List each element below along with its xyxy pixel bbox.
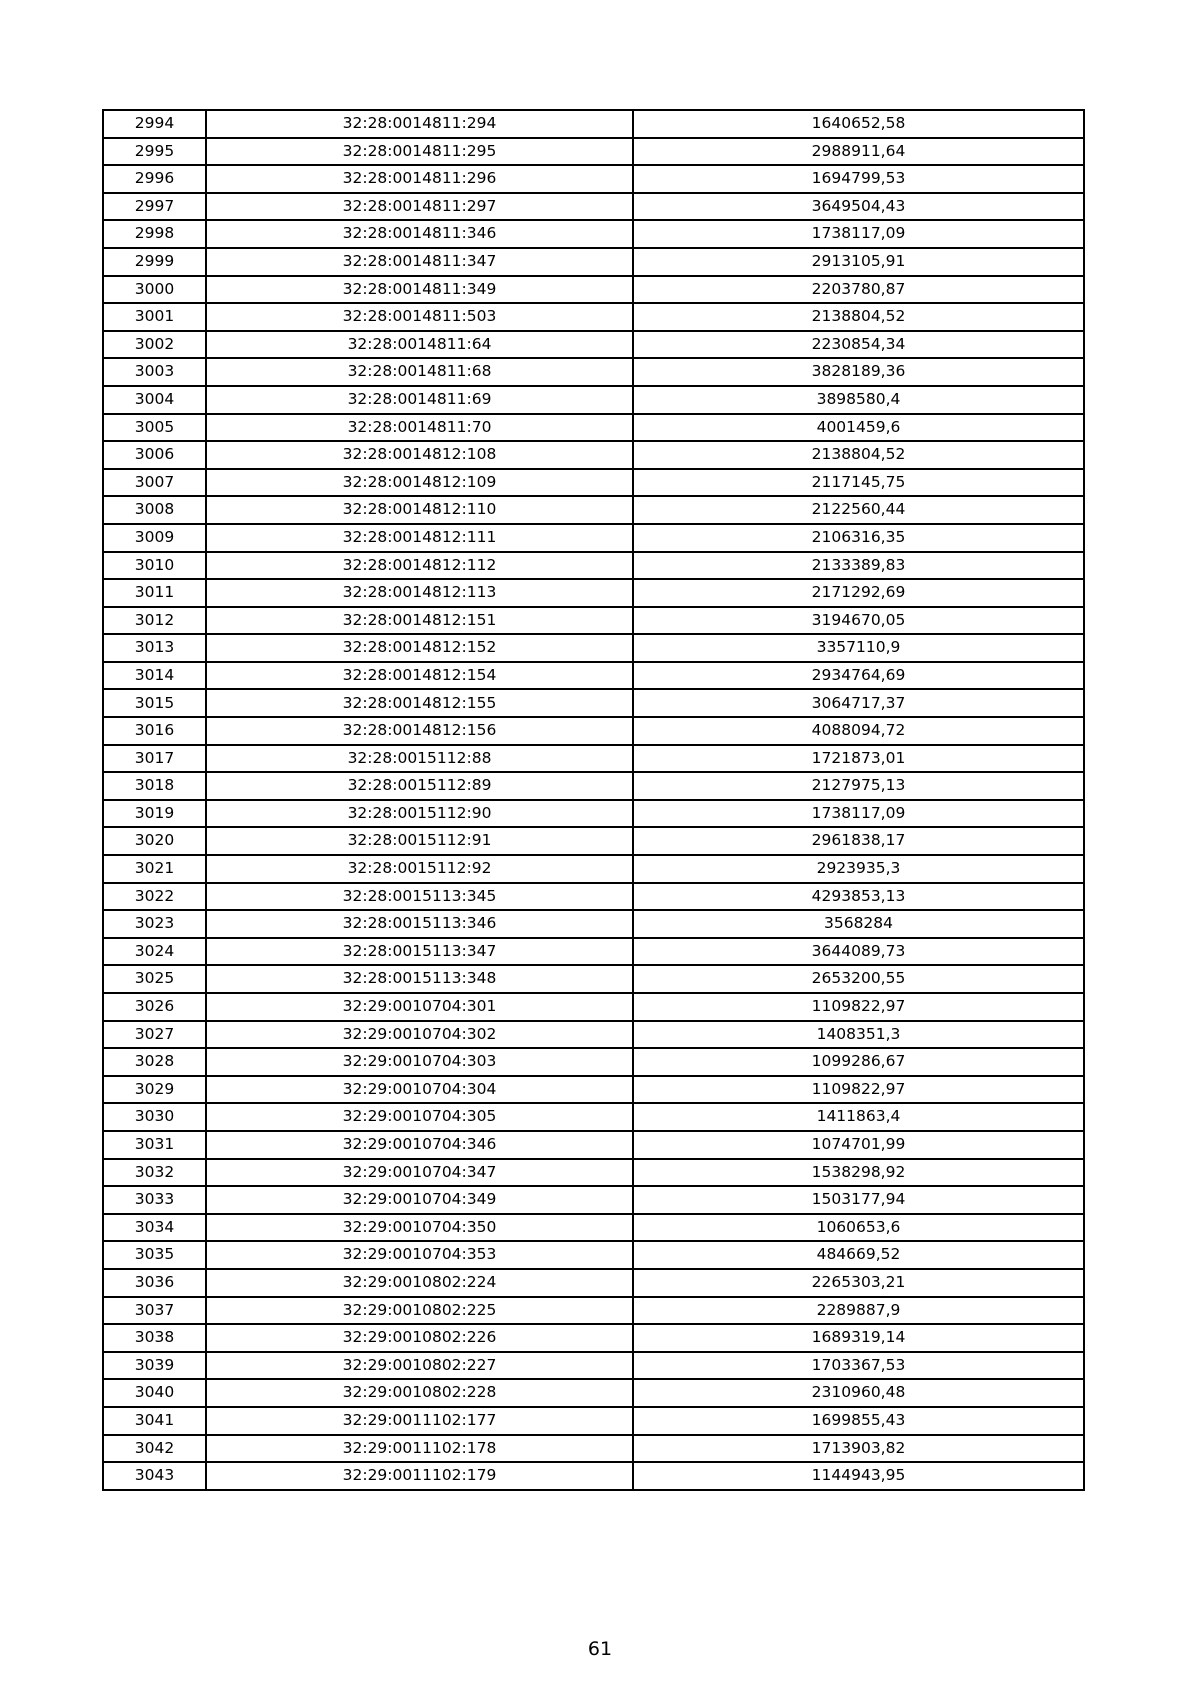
cadastral-value-cell: 1713903,82 (633, 1435, 1084, 1463)
row-number-cell: 3005 (103, 414, 206, 442)
cadastral-value-cell: 1408351,3 (633, 1021, 1084, 1049)
cadastral-number-cell: 32:29:0010802:228 (206, 1379, 633, 1407)
cadastral-value-cell: 1699855,43 (633, 1407, 1084, 1435)
cadastral-value-cell: 2913105,91 (633, 248, 1084, 276)
cadastral-value-cell: 1060653,6 (633, 1214, 1084, 1242)
table-row (103, 717, 1084, 745)
row-number-cell: 3004 (103, 386, 206, 414)
table-row (103, 276, 1084, 304)
row-number-cell: 3022 (103, 883, 206, 911)
cadastral-value-cell: 2133389,83 (633, 552, 1084, 580)
table-row (103, 1435, 1084, 1463)
cadastral-value-cell: 2122560,44 (633, 496, 1084, 524)
cadastral-number-cell: 32:28:0014811:294 (206, 110, 633, 138)
table-row (103, 524, 1084, 552)
row-number-cell: 3023 (103, 910, 206, 938)
table-row (103, 1021, 1084, 1049)
row-number-cell: 3037 (103, 1297, 206, 1325)
table-row (103, 855, 1084, 883)
cadastral-number-cell: 32:29:0010704:302 (206, 1021, 633, 1049)
cadastral-value-cell: 2988911,64 (633, 138, 1084, 166)
table-row (103, 220, 1084, 248)
row-number-cell: 3030 (103, 1103, 206, 1131)
row-number-cell: 3020 (103, 827, 206, 855)
row-number-cell: 3039 (103, 1352, 206, 1380)
cadastral-number-cell: 32:29:0010704:349 (206, 1186, 633, 1214)
table-row (103, 993, 1084, 1021)
cadastral-value-cell: 484669,52 (633, 1241, 1084, 1269)
cadastral-number-cell: 32:28:0014812:109 (206, 469, 633, 497)
table-row (103, 910, 1084, 938)
cadastral-value-cell: 2923935,3 (633, 855, 1084, 883)
table-row (103, 1352, 1084, 1380)
table-row (103, 579, 1084, 607)
table-row (103, 496, 1084, 524)
row-number-cell: 3043 (103, 1462, 206, 1490)
cadastral-number-cell: 32:29:0011102:179 (206, 1462, 633, 1490)
cadastral-number-cell: 32:28:0014811:68 (206, 358, 633, 386)
row-number-cell: 3032 (103, 1159, 206, 1187)
row-number-cell: 3033 (103, 1186, 206, 1214)
table-row (103, 303, 1084, 331)
row-number-cell: 3018 (103, 772, 206, 800)
table-row (103, 827, 1084, 855)
cadastral-value-cell: 1144943,95 (633, 1462, 1084, 1490)
cadastral-number-cell: 32:29:0010802:226 (206, 1324, 633, 1352)
table-row (103, 938, 1084, 966)
row-number-cell: 3016 (103, 717, 206, 745)
table-row (103, 607, 1084, 635)
row-number-cell: 3011 (103, 579, 206, 607)
cadastral-value-table (102, 109, 1085, 1491)
cadastral-number-cell: 32:28:0014812:154 (206, 662, 633, 690)
cadastral-value-cell: 3064717,37 (633, 689, 1084, 717)
row-number-cell: 3029 (103, 1076, 206, 1104)
row-number-cell: 3001 (103, 303, 206, 331)
cadastral-number-cell: 32:29:0010704:346 (206, 1131, 633, 1159)
cadastral-number-cell: 32:29:0010704:305 (206, 1103, 633, 1131)
cadastral-number-cell: 32:28:0014811:349 (206, 276, 633, 304)
cadastral-value-cell: 1738117,09 (633, 800, 1084, 828)
cadastral-number-cell: 32:29:0010802:225 (206, 1297, 633, 1325)
cadastral-number-cell: 32:28:0015112:89 (206, 772, 633, 800)
cadastral-number-cell: 32:28:0014811:64 (206, 331, 633, 359)
row-number-cell: 3006 (103, 441, 206, 469)
cadastral-value-cell: 1503177,94 (633, 1186, 1084, 1214)
cadastral-value-cell: 2106316,35 (633, 524, 1084, 552)
cadastral-number-cell: 32:28:0015112:92 (206, 855, 633, 883)
table-row (103, 138, 1084, 166)
cadastral-value-cell: 1694799,53 (633, 165, 1084, 193)
table-row (103, 1103, 1084, 1131)
table-row (103, 441, 1084, 469)
cadastral-value-cell: 3649504,43 (633, 193, 1084, 221)
cadastral-value-cell: 2138804,52 (633, 441, 1084, 469)
table-row (103, 331, 1084, 359)
table-row (103, 414, 1084, 442)
row-number-cell: 3019 (103, 800, 206, 828)
cadastral-value-cell: 1099286,67 (633, 1048, 1084, 1076)
row-number-cell: 3010 (103, 552, 206, 580)
row-number-cell: 3028 (103, 1048, 206, 1076)
cadastral-value-cell: 1689319,14 (633, 1324, 1084, 1352)
cadastral-value-cell: 1074701,99 (633, 1131, 1084, 1159)
row-number-cell: 3038 (103, 1324, 206, 1352)
cadastral-number-cell: 32:28:0014812:152 (206, 634, 633, 662)
table-row (103, 358, 1084, 386)
cadastral-number-cell: 32:28:0014811:346 (206, 220, 633, 248)
cadastral-value-cell: 1411863,4 (633, 1103, 1084, 1131)
cadastral-value-cell: 2127975,13 (633, 772, 1084, 800)
page-number: 61 (587, 1638, 613, 1660)
row-number-cell: 2995 (103, 138, 206, 166)
cadastral-value-cell: 2265303,21 (633, 1269, 1084, 1297)
cadastral-number-cell: 32:28:0014812:151 (206, 607, 633, 635)
table-row (103, 248, 1084, 276)
row-number-cell: 3002 (103, 331, 206, 359)
cadastral-number-cell: 32:28:0015112:90 (206, 800, 633, 828)
cadastral-value-cell: 2653200,55 (633, 965, 1084, 993)
cadastral-value-cell: 3898580,4 (633, 386, 1084, 414)
cadastral-value-cell: 1640652,58 (633, 110, 1084, 138)
cadastral-value-cell: 2289887,9 (633, 1297, 1084, 1325)
cadastral-number-cell: 32:28:0014812:111 (206, 524, 633, 552)
cadastral-number-cell: 32:28:0015113:346 (206, 910, 633, 938)
cadastral-number-cell: 32:29:0011102:178 (206, 1435, 633, 1463)
table-row (103, 552, 1084, 580)
row-number-cell: 3021 (103, 855, 206, 883)
row-number-cell: 3003 (103, 358, 206, 386)
cadastral-value-cell: 2203780,87 (633, 276, 1084, 304)
cadastral-number-cell: 32:28:0015113:347 (206, 938, 633, 966)
cadastral-number-cell: 32:28:0014811:503 (206, 303, 633, 331)
table-row (103, 1462, 1084, 1490)
table-row (103, 1048, 1084, 1076)
cadastral-number-cell: 32:29:0010802:224 (206, 1269, 633, 1297)
cadastral-number-cell: 32:29:0010704:301 (206, 993, 633, 1021)
table-row (103, 110, 1084, 138)
cadastral-number-cell: 32:28:0014812:156 (206, 717, 633, 745)
cadastral-value-cell: 2117145,75 (633, 469, 1084, 497)
table-row (103, 1324, 1084, 1352)
table-row (103, 1379, 1084, 1407)
cadastral-value-cell: 4001459,6 (633, 414, 1084, 442)
row-number-cell: 3008 (103, 496, 206, 524)
cadastral-value-cell: 2310960,48 (633, 1379, 1084, 1407)
row-number-cell: 3034 (103, 1214, 206, 1242)
cadastral-value-cell: 1109822,97 (633, 1076, 1084, 1104)
cadastral-number-cell: 32:28:0014811:295 (206, 138, 633, 166)
cadastral-number-cell: 32:28:0014811:347 (206, 248, 633, 276)
table-row (103, 193, 1084, 221)
row-number-cell: 3015 (103, 689, 206, 717)
cadastral-value-cell: 3828189,36 (633, 358, 1084, 386)
table-row (103, 965, 1084, 993)
cadastral-number-cell: 32:29:0010704:350 (206, 1214, 633, 1242)
cadastral-number-cell: 32:29:0010704:353 (206, 1241, 633, 1269)
table-body (103, 110, 1084, 1490)
table-row (103, 883, 1084, 911)
cadastral-number-cell: 32:29:0010704:347 (206, 1159, 633, 1187)
cadastral-number-cell: 32:28:0014812:112 (206, 552, 633, 580)
table-row (103, 1407, 1084, 1435)
cadastral-number-cell: 32:28:0014811:70 (206, 414, 633, 442)
table-row (103, 800, 1084, 828)
row-number-cell: 3017 (103, 745, 206, 773)
table-row (103, 386, 1084, 414)
table-row (103, 1241, 1084, 1269)
cadastral-value-cell: 3194670,05 (633, 607, 1084, 635)
table-row (103, 662, 1084, 690)
cadastral-number-cell: 32:28:0014811:69 (206, 386, 633, 414)
table-row (103, 1131, 1084, 1159)
cadastral-value-cell: 3568284 (633, 910, 1084, 938)
cadastral-number-cell: 32:28:0014812:110 (206, 496, 633, 524)
row-number-cell: 2999 (103, 248, 206, 276)
table-row (103, 772, 1084, 800)
table-row (103, 689, 1084, 717)
row-number-cell: 3040 (103, 1379, 206, 1407)
row-number-cell: 3009 (103, 524, 206, 552)
row-number-cell: 3031 (103, 1131, 206, 1159)
row-number-cell: 3012 (103, 607, 206, 635)
row-number-cell: 3036 (103, 1269, 206, 1297)
cadastral-number-cell: 32:28:0015113:348 (206, 965, 633, 993)
row-number-cell: 3013 (103, 634, 206, 662)
cadastral-value-cell: 4293853,13 (633, 883, 1084, 911)
cadastral-value-cell: 1538298,92 (633, 1159, 1084, 1187)
table-row (103, 1159, 1084, 1187)
cadastral-value-cell: 2230854,34 (633, 331, 1084, 359)
row-number-cell: 3007 (103, 469, 206, 497)
cadastral-number-cell: 32:29:0010704:304 (206, 1076, 633, 1104)
cadastral-value-cell: 4088094,72 (633, 717, 1084, 745)
table-row (103, 469, 1084, 497)
row-number-cell: 3027 (103, 1021, 206, 1049)
row-number-cell: 3042 (103, 1435, 206, 1463)
cadastral-value-cell: 1738117,09 (633, 220, 1084, 248)
table-row (103, 745, 1084, 773)
cadastral-number-cell: 32:28:0014812:113 (206, 579, 633, 607)
cadastral-number-cell: 32:28:0014811:296 (206, 165, 633, 193)
cadastral-number-cell: 32:28:0015113:345 (206, 883, 633, 911)
row-number-cell: 3035 (103, 1241, 206, 1269)
row-number-cell: 3000 (103, 276, 206, 304)
cadastral-number-cell: 32:28:0014812:108 (206, 441, 633, 469)
cadastral-value-cell: 2138804,52 (633, 303, 1084, 331)
row-number-cell: 2994 (103, 110, 206, 138)
cadastral-number-cell: 32:28:0014811:297 (206, 193, 633, 221)
row-number-cell: 2996 (103, 165, 206, 193)
table-row (103, 1269, 1084, 1297)
cadastral-value-cell: 2934764,69 (633, 662, 1084, 690)
cadastral-value-cell: 3644089,73 (633, 938, 1084, 966)
row-number-cell: 3024 (103, 938, 206, 966)
cadastral-number-cell: 32:29:0010802:227 (206, 1352, 633, 1380)
row-number-cell: 3025 (103, 965, 206, 993)
row-number-cell: 3014 (103, 662, 206, 690)
cadastral-number-cell: 32:29:0011102:177 (206, 1407, 633, 1435)
table-row (103, 1297, 1084, 1325)
cadastral-number-cell: 32:28:0015112:88 (206, 745, 633, 773)
cadastral-value-cell: 2961838,17 (633, 827, 1084, 855)
table-row (103, 1076, 1084, 1104)
cadastral-value-cell: 2171292,69 (633, 579, 1084, 607)
table-row (103, 1186, 1084, 1214)
table-row (103, 165, 1084, 193)
row-number-cell: 3026 (103, 993, 206, 1021)
cadastral-value-cell: 1703367,53 (633, 1352, 1084, 1380)
row-number-cell: 2997 (103, 193, 206, 221)
table-row (103, 1214, 1084, 1242)
row-number-cell: 3041 (103, 1407, 206, 1435)
cadastral-value-cell: 1721873,01 (633, 745, 1084, 773)
table-row (103, 634, 1084, 662)
cadastral-number-cell: 32:29:0010704:303 (206, 1048, 633, 1076)
cadastral-value-cell: 1109822,97 (633, 993, 1084, 1021)
cadastral-value-cell: 3357110,9 (633, 634, 1084, 662)
row-number-cell: 2998 (103, 220, 206, 248)
cadastral-number-cell: 32:28:0014812:155 (206, 689, 633, 717)
cadastral-number-cell: 32:28:0015112:91 (206, 827, 633, 855)
